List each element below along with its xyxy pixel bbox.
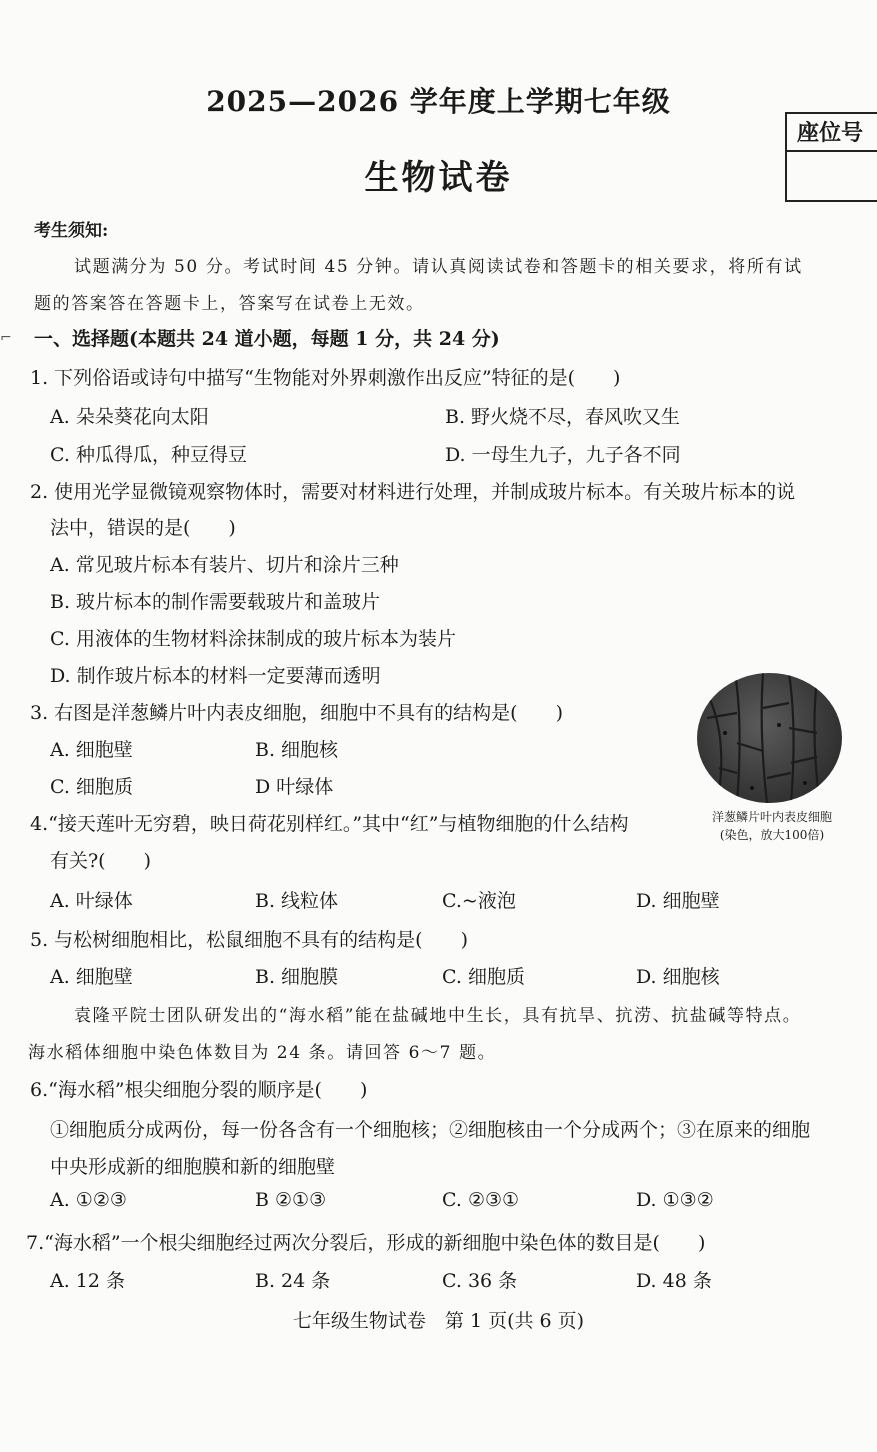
section-heading: 一、选择题(本题共 24 道小题，每题 1 分，共 24 分)	[34, 328, 500, 350]
passage-line-1: 袁隆平院士团队研发出的“海水稻”能在盐碱地中生长，具有抗旱、抗涝、抗盐碱等特点。	[74, 1006, 802, 1026]
q6-description-line-2: 中央形成新的细胞膜和新的细胞壁	[50, 1156, 336, 1178]
q6-option-d: D. ①③②	[636, 1189, 714, 1211]
q1-option-d: D. 一母生九子，九子各不同	[445, 444, 681, 466]
figure-caption-line-2: (染色，放大100倍)	[719, 828, 825, 842]
q1-option-b: B. 野火烧不尽，春风吹又生	[445, 406, 681, 428]
exam-year-title: 2025—2026 学年度上学期七年级	[206, 85, 671, 118]
q3-stem: 3. 右图是洋葱鳞片叶内表皮细胞，细胞中不具有的结构是( )	[30, 702, 563, 724]
q4-option-b: B. 线粒体	[255, 890, 339, 912]
q6-description-line-1: ①细胞质分成两份，每一份各含有一个细胞核；②细胞核由一个分成两个；③在原来的细胞	[50, 1119, 811, 1141]
q2-stem-line-2: 法中，错误的是( )	[50, 517, 236, 539]
q5-option-c: C. 细胞质	[442, 966, 525, 988]
q5-option-b: B. 细胞膜	[255, 966, 339, 988]
exam-subject-title: 生物试卷	[364, 158, 513, 198]
q5-option-a: A. 细胞壁	[50, 966, 133, 988]
q4-option-c: C.~液泡	[442, 890, 516, 912]
q2-option-c: C. 用液体的生物材料涂抹制成的玻片标本为装片	[50, 628, 456, 650]
q7-option-a: A. 12 条	[50, 1270, 126, 1292]
margin-mark: ⌐	[0, 330, 12, 346]
q1-option-a: A. 朵朵葵花向太阳	[50, 406, 209, 428]
instructions-line-1: 试题满分为 50 分。考试时间 45 分钟。请认真阅读试卷和答题卡的相关要求，将所有试	[74, 257, 803, 277]
q2-option-d: D. 制作玻片标本的材料一定要薄而透明	[50, 665, 381, 687]
q4-stem-line-2: 有关?( )	[50, 850, 152, 872]
figure-caption-line-1: 洋葱鳞片叶内表皮细胞	[711, 810, 832, 824]
q4-option-a: A. 叶绿体	[50, 890, 133, 912]
q2-option-a: A. 常见玻片标本有装片、切片和涂片三种	[50, 554, 399, 576]
q1-option-c: C. 种瓜得瓜，种豆得豆	[50, 444, 247, 466]
q6-option-b: B ②①③	[255, 1189, 327, 1211]
q3-option-d: D 叶绿体	[255, 776, 334, 798]
q5-stem: 5. 与松树细胞相比，松鼠细胞不具有的结构是( )	[30, 929, 468, 951]
seat-number-box	[785, 112, 877, 202]
q1-stem: 1. 下列俗语或诗句中描写“生物能对外界刺激作出反应”特征的是( )	[30, 367, 621, 389]
q5-option-d: D. 细胞核	[636, 966, 720, 988]
onion-cell-micrograph	[697, 673, 842, 803]
q3-option-b: B. 细胞核	[255, 739, 339, 761]
seat-number-label: 座位号	[787, 114, 877, 152]
cell-walls-drawing	[697, 673, 842, 803]
instructions-heading: 考生须知:	[34, 221, 109, 241]
passage-line-2: 海水稻体细胞中染色体数目为 24 条。请回答 6～7 题。	[28, 1043, 497, 1063]
q3-option-c: C. 细胞质	[50, 776, 133, 798]
q7-stem: 7.“海水稻”一个根尖细胞经过两次分裂后，形成的新细胞中染色体的数目是( )	[26, 1232, 706, 1254]
q7-option-d: D. 48 条	[636, 1270, 712, 1292]
q6-option-a: A. ①②③	[50, 1189, 127, 1211]
q7-option-b: B. 24 条	[255, 1270, 331, 1292]
q2-stem-line-1: 2. 使用光学显微镜观察物体时，需要对材料进行处理，并制成玻片标本。有关玻片标本的说	[30, 481, 796, 503]
page-footer: 七年级生物试卷 第 1 页(共 6 页)	[292, 1310, 585, 1332]
instructions-line-2: 题的答案答在答题卡上，答案写在试卷上无效。	[34, 294, 425, 314]
q6-stem: 6.“海水稻”根尖细胞分裂的顺序是( )	[30, 1079, 368, 1101]
q2-option-b: B. 玻片标本的制作需要载玻片和盖玻片	[50, 591, 381, 613]
q4-stem-line-1: 4.“接天莲叶无穷碧，映日荷花别样红。”其中“红”与植物细胞的什么结构	[30, 813, 629, 835]
q6-option-c: C. ②③①	[442, 1189, 520, 1211]
q3-option-a: A. 细胞壁	[50, 739, 133, 761]
q4-option-d: D. 细胞壁	[636, 890, 720, 912]
q7-option-c: C. 36 条	[442, 1270, 518, 1292]
